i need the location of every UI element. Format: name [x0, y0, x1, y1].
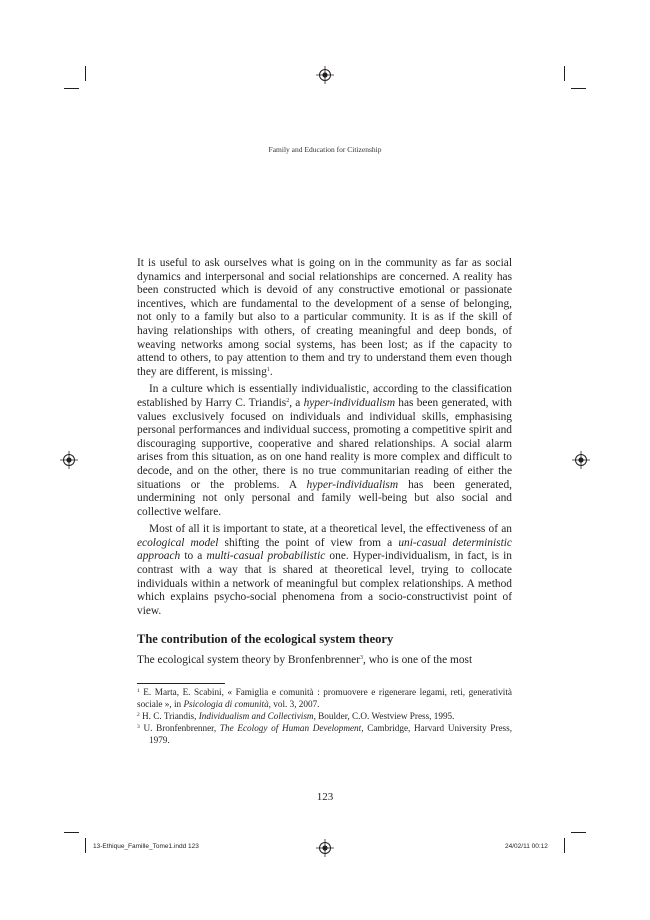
italic-run: Psicologia di comunità, — [183, 699, 271, 709]
footnote-marker: 3 — [137, 724, 140, 730]
paragraph-1: It is useful to ask ourselves what is going on in the community as far as social dynamics and interpersonal and social relationships are concerned. A reality has been constructed which is devoid of any constructive emotional or passionate incentives, which are fundamental to the development of a sense of belonging, not only to a family but also to a particular community. It is as if the skill of having relationships with others, of creating meaningful and deep bonds, of weaving networks among social systems, has been lost; as if the capacity to attend to others, to pay attention to them and try to understand them even though they are different, is missing$^1$. — [137, 257, 512, 378]
footnote-rule — [137, 683, 225, 684]
footnotes — [137, 686, 512, 746]
crop-mark-bottom-right-vertical — [564, 838, 565, 853]
crop-mark-top-right-horizontal — [571, 88, 586, 89]
registration-mark-right-icon — [572, 451, 590, 469]
italic-run: uni-casual deterministic approach — [137, 536, 512, 563]
registration-mark-left-icon — [60, 451, 78, 469]
italic-run: hyper-individualism — [306, 478, 399, 491]
paragraph-2: In a culture which is essentially individualistic, according to the classification established by Harry C. Triandis$^2$, a hyper-individualism has been generated, with values exclusively focused on individuals and individual skills, emphasising personal performances and individual success, promoting a competitive spirit and discouraging supportive, cooperative and shared relationships. A social alarm arises from this situation, as on one hand reality is more complex and difficult to decode, and on the other, there is no true communitarian reading of either the situations or the problems. A hyper-individualism has been generated, undermining not only personal and family well-being but also social and collective welfare. — [137, 383, 512, 518]
italic-run: ecological model — [137, 536, 219, 549]
footnote-marker: 1 — [266, 366, 270, 373]
paragraph-4: The ecological system theory by Bronfenbrenner$^3$, who is one of the most — [137, 654, 473, 667]
footnote-1: $^1$ E. Marta, E. Scabini, « Famiglia e comunità : promuovere e rigenerare legami, reti, generatività sociale », in Psicologia di comunità, vol. 3, 2007. — [137, 687, 512, 709]
registration-mark-top-icon — [316, 66, 334, 84]
italic-run: The Ecology of Human Development — [219, 723, 362, 733]
footnote-marker: 2 — [286, 397, 290, 404]
slug-file-info: 13-Ethique_Famille_Tome1.indd 123 — [93, 843, 199, 850]
section-title: The contribution of the ecological system theory — [137, 632, 394, 647]
italic-run: hyper-individualism — [303, 396, 396, 409]
crop-mark-top-left-horizontal — [64, 88, 79, 89]
registration-mark-bottom-icon — [316, 839, 334, 857]
footnote-2: $^2$ H. C. Triandis, Individualism and Collectivism, Boulder, C.O. Westview Press, 1995. — [137, 711, 455, 721]
crop-mark-top-right-vertical — [564, 66, 565, 81]
footnote-marker: 2 — [137, 712, 140, 718]
footnote-marker: 3 — [360, 655, 363, 662]
footnote-marker: 1 — [137, 688, 140, 694]
italic-run: multi-casual probabilistic — [206, 550, 326, 563]
footnote-3: $^3$ U. Bronfenbrenner, The Ecology of Human Development, Cambridge, Harvard University Press, 1979. — [137, 723, 512, 745]
body-text — [137, 257, 512, 668]
crop-mark-bottom-left-vertical — [85, 838, 86, 853]
page-number: 123 — [316, 791, 334, 803]
paragraph-3: Most of all it is important to state, at a theoretical level, the effectiveness of an ecological model shifting the point of view from a uni-casual deterministic approach to a multi-casual probabilistic one. Hyper-individualism, in fact, is in contrast with a way that is shared at theoretical level, trying to collocate individuals within a network of meaningful but complex relationships. A method which explains psycho-social phenomena from a socio-constructivist point of view. — [137, 523, 512, 617]
slug-date-info: 24/02/11 00:12 — [505, 843, 548, 850]
crop-mark-bottom-right-horizontal — [571, 832, 586, 833]
italic-run: Individualism and Collectivism — [198, 711, 314, 721]
crop-mark-top-left-vertical — [85, 66, 86, 81]
crop-mark-bottom-left-horizontal — [64, 832, 79, 833]
running-head: Family and Education for Citizenship — [268, 145, 382, 154]
